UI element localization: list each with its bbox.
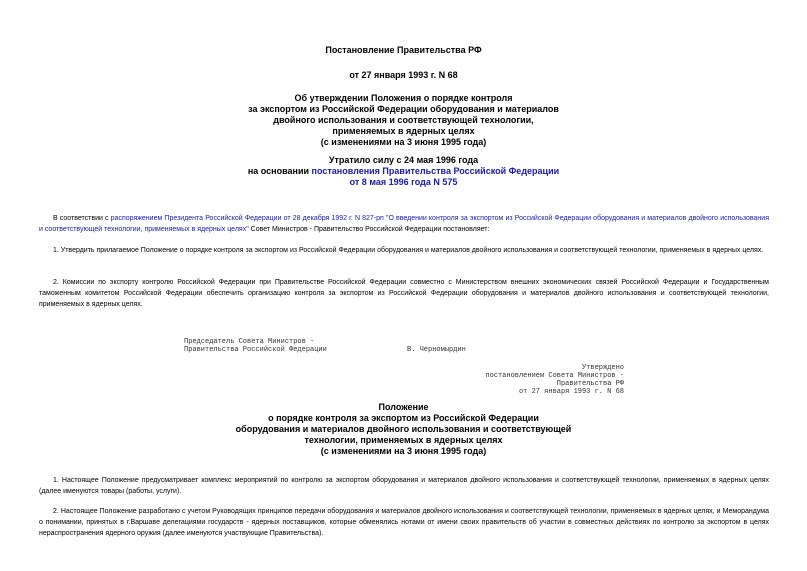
signer-position-line-1: Председатель Совета Министров - [184,338,315,346]
regulation-title-3: оборудования и материалов двойного использования и соответствующей [235,424,572,434]
regulation-paragraph-1: 1. Настоящее Положение предусматривает комплекс мероприятий по контролю за экспортом оборудования и материалов двойного использования и соответствующей технологии, применяемых в ядерных целях (далее именуются товары (работы, услуги). [39,477,769,495]
paragraph-item-1: 1. Утвердить прилагаемое Положение о порядке контроля за экспортом из Российской Федерации оборудования и материалов двойного использования и соответствующей технологии, применяемых в ядерных целях. [53,247,764,254]
basis-link-line-2[interactable]: от 8 мая 1996 года N 575 [349,177,458,187]
paragraph-preamble [39,213,769,235]
expired-notice: Утратило силу с 24 мая 1996 года [328,155,479,165]
subject-line-1: Об утверждении Положения о порядке контроля [294,93,513,103]
basis-prefix: на основании [247,166,312,176]
basis-line-1 [0,166,807,177]
subject-line-4: применяемых в ядерных целях [332,126,475,136]
subject-line-5: (с изменениями на 3 июня 1995 года) [320,137,487,147]
regulation-paragraph-2: 2. Настоящее Положение разработано с учетом Руководящих принципов передачи оборудования и материалов двойного использования и соответствующей технологии, применяемых в ядерных целях, и Меморандума о понимании, принятых в г.Варшаве делегациями государств - ядерных поставщиков, которые обменялись нотами от имени своих правительств об участии в совместных действиях по контролю за экспортом в целях нераспространения ядерного оружия (далее именуются участвующие Правительства). [39,508,769,537]
subject-line-3: двойного использования и соответствующей технологии, [273,115,534,125]
approval-line-4: от 27 января 1993 г. N 68 [518,388,624,396]
signer-name: В. Черномырдин [407,346,466,354]
document-date: от 27 января 1993 г. N 68 [349,70,458,80]
regulation-title-4: технологии, применяемых в ядерных целях [304,435,503,445]
preamble-suffix: Совет Министров - Правительство Российской Федерации постановляет: [248,226,490,233]
decree-link[interactable]: распоряжением Президента Российской Федерации от 28 декабря 1992 г. N 827-рп "О введении контроля за экспортом из Российской Федерации оборудования и материалов двойного использования и соответствующей технологии, применяемых в ядерных целях" [39,215,769,233]
signer-position-line-2: Правительства Российской Федерации [184,346,327,354]
paragraph-item-2: 2. Комиссии по экспорту контролю Российской Федерации при Правительстве Российской Федерации совместно с Министерством внешних экономических связей Российской Федерации и Государственным таможенным комитетом Российской Федерации обеспечить организацию контроля за экспортом из Российской Федерации оборудования и материалов двойного использования и соответствующей технологии, применяемых в ядерных целях. [39,279,769,308]
basis-link[interactable]: постановления Правительства Российской Федерации [311,166,560,176]
preamble-prefix: В соответствии с [53,215,111,222]
approval-line-3: Правительства РФ [556,380,624,388]
approval-line-2: постановлением Совета Министров - [485,372,624,380]
document-title: Постановление Правительства РФ [325,45,482,55]
approval-line-1: Утверждено [581,364,624,372]
regulation-title-5: (с изменениями на 3 июня 1995 года) [320,446,487,456]
subject-line-2: за экспортом из Российской Федерации оборудования и материалов [248,104,559,114]
regulation-title-2: о порядке контроля за экспортом из Российской Федерации [268,413,539,423]
regulation-title-1: Положение [378,402,429,412]
